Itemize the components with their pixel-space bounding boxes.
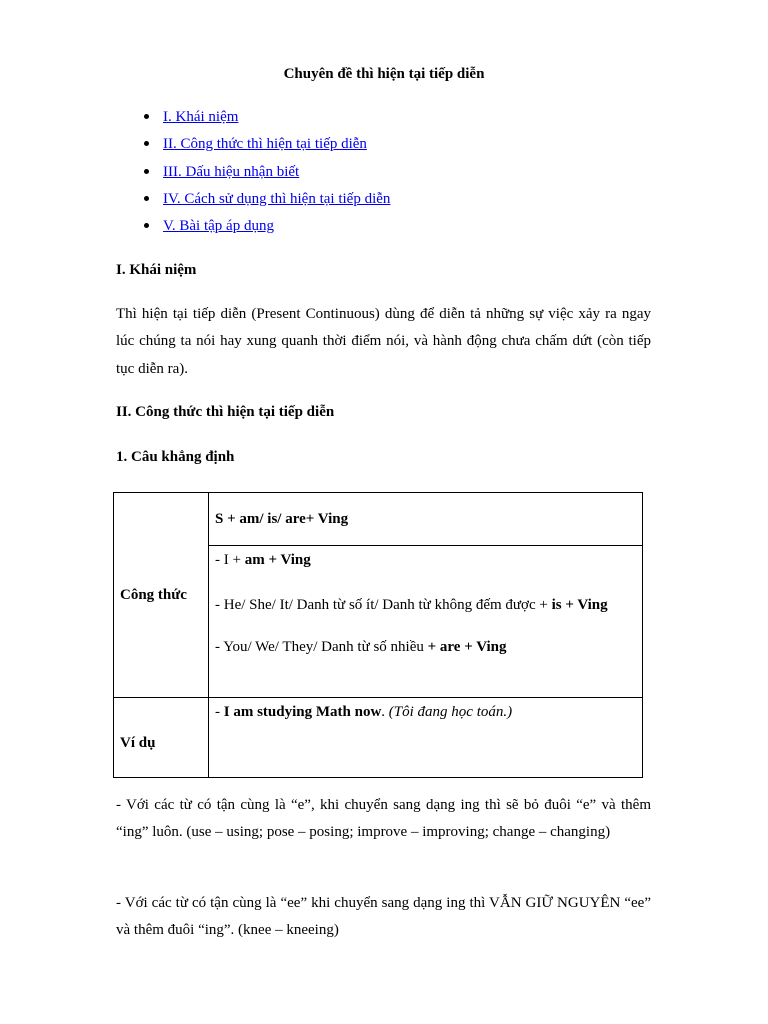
formula-table: [113, 492, 643, 778]
example-cell: [209, 698, 643, 778]
example-period: .: [381, 704, 389, 720]
toc-item: [140, 215, 390, 242]
formula-label: Công thức: [120, 586, 187, 603]
bullet-icon: [144, 196, 149, 201]
toc-item: [140, 161, 390, 188]
formula-variants-cell: [209, 546, 643, 698]
formula-line-you-text: - You/ We/ They/ Danh từ số nhiều: [215, 639, 428, 656]
example-label-cell: [114, 698, 209, 778]
subheading-cau-khang-dinh: 1. Câu khẳng định: [116, 449, 235, 465]
note-paragraph-ee: - Với các từ có tận cùng là “ee” khi chuyển sang dạng ing thì VẪN GIỮ NGUYÊN “ee” và thêm đuôi “ing”. (knee – kneeing): [116, 895, 651, 939]
definition-paragraph: Thì hiện tại tiếp diễn (Present Continuous) dùng để diễn tả những sự việc xảy ra ngay lúc chúng ta nói hay xung quanh thời điểm nói, và hành động chưa chấm dứt (còn tiếp tục diễn ra).: [116, 306, 651, 377]
formula-line-he-text: - He/ She/ It/ Danh từ số ít/ Danh từ không đếm được +: [215, 597, 552, 613]
toc-link-cach-su-dung[interactable]: IV. Cách sử dụng thì hiện tại tiếp diễn: [163, 190, 391, 207]
toc-item: [140, 188, 390, 215]
formula-line-he-bold: is + Ving: [551, 597, 608, 613]
example-translation: (Tôi đang học toán.): [388, 704, 513, 720]
toc-link-dau-hieu[interactable]: III. Dấu hiệu nhận biết: [163, 163, 300, 180]
toc-link-khai-niem[interactable]: I. Khái niệm: [163, 109, 239, 125]
toc-item: [140, 106, 390, 133]
section-heading-cong-thuc: II. Công thức thì hiện tại tiếp diễn: [116, 404, 335, 420]
note-paragraph-e: - Với các từ có tận cùng là “e”, khi chuyển sang dạng ing thì sẽ bỏ đuôi “e” và thêm “ing” luôn. (use – using; pose – posing; improve – improving; change – changing): [116, 797, 651, 841]
example-sentence: I am studying Math now: [223, 704, 382, 720]
formula-line-you: [215, 636, 636, 658]
bullet-icon: [144, 169, 149, 174]
formula-label-cell: [114, 493, 209, 698]
formula-line-he: [215, 592, 636, 619]
toc-item: [140, 133, 390, 160]
example-line: [215, 701, 636, 723]
formula-line-i-bold: am + Ving: [244, 552, 311, 568]
document-title: Chuyên đề thì hiện tại tiếp diễn: [283, 66, 485, 82]
toc-link-bai-tap[interactable]: V. Bài tập áp dụng: [163, 218, 274, 235]
bullet-icon: [144, 141, 149, 146]
bullet-icon: [144, 223, 149, 228]
table-of-contents: [140, 106, 390, 242]
example-dash: -: [215, 704, 224, 720]
bullet-icon: [144, 114, 149, 119]
formula-cell: [209, 493, 643, 546]
section-heading-khai-niem: I. Khái niệm: [116, 262, 197, 278]
formula-line-i-text: - I +: [215, 552, 245, 568]
example-label: Ví dụ: [120, 735, 156, 751]
toc-link-cong-thuc[interactable]: II. Công thức thì hiện tại tiếp diễn: [163, 136, 367, 153]
formula-line-i: [215, 549, 636, 571]
formula-text: S + am/ is/ are+ Ving: [215, 510, 349, 527]
formula-line-you-bold: + are + Ving: [427, 639, 507, 656]
